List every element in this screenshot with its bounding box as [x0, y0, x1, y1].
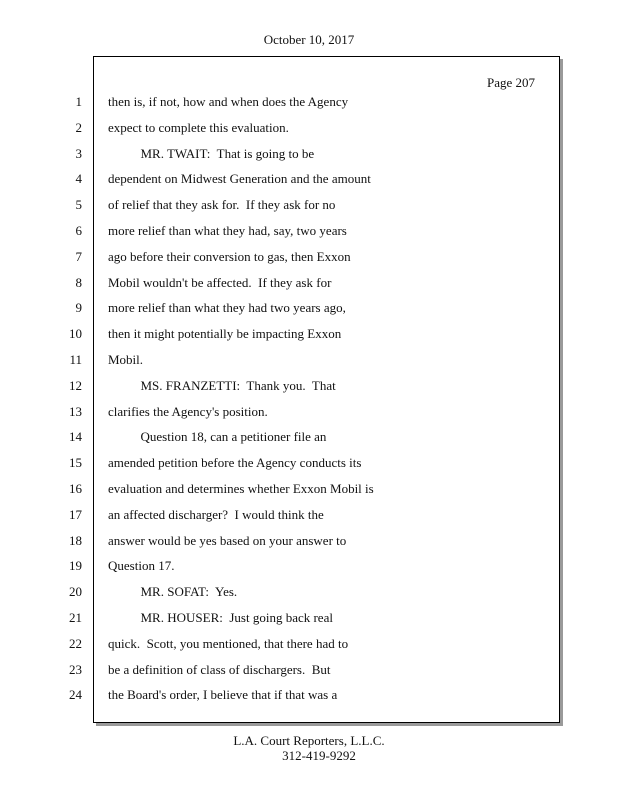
transcript-line-text: more relief than what they had two years ago, — [108, 300, 346, 315]
line-number: 19 — [69, 558, 82, 573]
line-number: 14 — [69, 429, 82, 444]
transcript-line-text: Mobil. — [108, 352, 144, 367]
line-number: 13 — [69, 404, 82, 419]
line-number: 24 — [69, 687, 82, 702]
line-number: 2 — [75, 120, 82, 135]
transcript-line-text: MR. TWAIT: That is going to be — [108, 146, 315, 161]
transcript-line-text: then is, if not, how and when does the Agency — [108, 94, 349, 109]
line-number: 16 — [69, 481, 82, 496]
line-number: 7 — [75, 249, 82, 264]
line-number: 18 — [69, 533, 82, 548]
footer — [0, 733, 618, 763]
transcript-line-text: amended petition before the Agency conducts its — [108, 455, 362, 470]
line-number: 6 — [75, 223, 82, 238]
line-number: 12 — [69, 378, 82, 393]
transcript-line-text: more relief than what they had, say, two years — [108, 223, 347, 238]
transcript-line-text: Question 17. — [108, 558, 175, 573]
line-number: 15 — [69, 455, 82, 470]
transcript-line-text: dependent on Midwest Generation and the amount — [108, 171, 371, 186]
transcript-line-text: the Board's order, I believe that if that was a — [108, 687, 338, 702]
line-number: 5 — [75, 197, 82, 212]
transcript-line-text: then it might potentially be impacting Exxon — [108, 326, 342, 341]
line-number: 9 — [75, 300, 82, 315]
transcript-line-text: MR. HOUSER: Just going back real — [108, 610, 333, 625]
line-number: 17 — [69, 507, 82, 522]
footer-phone: 312-419-9292 — [282, 748, 356, 763]
transcript-line-text: of relief that they ask for. If they ask for no — [108, 197, 336, 212]
transcript-line-text: evaluation and determines whether Exxon Mobil is — [108, 481, 374, 496]
page-number-label: Page 207 — [487, 75, 536, 90]
transcript-line-text: MS. FRANZETTI: Thank you. That — [108, 378, 336, 393]
line-number: 11 — [69, 352, 82, 367]
transcript-line-text: Question 18, can a petitioner file an — [108, 429, 327, 444]
transcript-line-text: Mobil wouldn't be affected. If they ask for — [108, 275, 332, 290]
transcript-line-text: MR. SOFAT: Yes. — [108, 584, 238, 599]
line-number: 23 — [69, 662, 82, 677]
line-number: 20 — [69, 584, 82, 599]
line-number: 10 — [69, 326, 82, 341]
transcript-line-text: ago before their conversion to gas, then Exxon — [108, 249, 351, 264]
line-number: 8 — [75, 275, 82, 290]
footer-company: L.A. Court Reporters, L.L.C. — [233, 733, 385, 748]
transcript-line-text: clarifies the Agency's position. — [108, 404, 268, 419]
header-date: October 10, 2017 — [263, 32, 355, 47]
line-number: 1 — [75, 94, 82, 109]
transcript-line-text: an affected discharger? I would think the — [108, 507, 324, 522]
line-number: 3 — [75, 146, 82, 161]
transcript-line-text: quick. Scott, you mentioned, that there had to — [108, 636, 349, 651]
line-number: 4 — [75, 171, 82, 186]
transcript-line-text: answer would be yes based on your answer to — [108, 533, 347, 548]
transcript-line-text: expect to complete this evaluation. — [108, 120, 289, 135]
line-number: 21 — [69, 610, 82, 625]
transcript-line-text: be a definition of class of dischargers. But — [108, 662, 331, 677]
line-number: 22 — [69, 636, 82, 651]
